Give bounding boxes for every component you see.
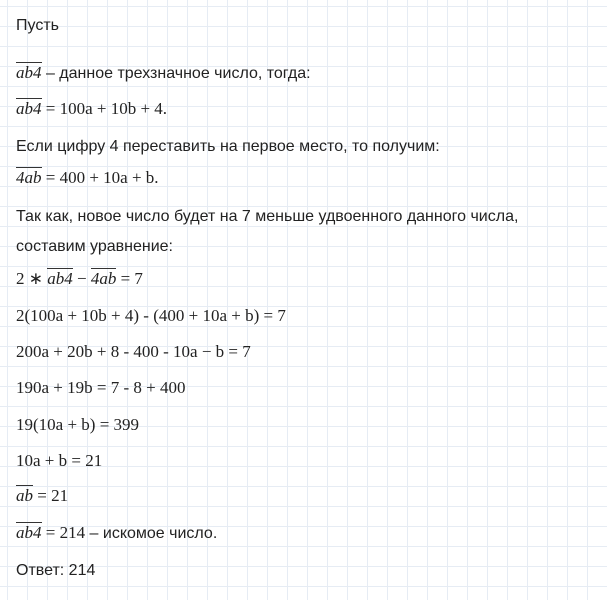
intro-line xyxy=(16,15,59,37)
equation-intro-text: составим уравнение: xyxy=(16,238,173,255)
step-5-formula: 10a + b = 21 xyxy=(16,451,103,470)
overlined-number: ab4 xyxy=(16,99,42,118)
result-formula: = 214 xyxy=(41,523,86,542)
new-number-formula: = 400 + 10a + b. xyxy=(41,168,159,187)
step-6-line xyxy=(16,485,68,508)
minus-sign: − xyxy=(72,269,91,288)
step-5-line xyxy=(16,450,102,473)
definition-text: – данное трехзначное число, тогда: xyxy=(41,65,311,82)
result-line xyxy=(16,522,217,545)
step-2-formula: 200a + 20b + 8 - 400 - 10a − b = 7 xyxy=(16,342,251,361)
result-text: – искомое число. xyxy=(85,525,218,542)
overlined-number: ab xyxy=(16,486,33,505)
step-1-formula: 2(100a + 10b + 4) - (400 + 10a + b) = 7 xyxy=(16,306,286,325)
overlined-number: ab4 xyxy=(16,63,42,82)
step-4-line xyxy=(16,414,139,437)
overlined-number: ab4 xyxy=(47,269,73,288)
step-1-line xyxy=(16,305,286,328)
answer-text: Ответ: 214 xyxy=(16,562,96,579)
condition-line xyxy=(16,206,518,228)
answer-line xyxy=(16,560,95,582)
equation-prefix: 2 ∗ xyxy=(16,269,48,288)
step-3-line xyxy=(16,377,185,400)
step-2-line xyxy=(16,341,251,364)
new-number-line xyxy=(16,167,159,190)
equation-line xyxy=(16,268,143,291)
step-3-formula: 190a + 19b = 7 - 8 + 400 xyxy=(16,378,186,397)
expansion-formula: = 100a + 10b + 4. xyxy=(41,99,168,118)
expansion-line xyxy=(16,98,167,121)
permutation-text: Если цифру 4 переставить на первое место, то получим: xyxy=(16,138,440,155)
overlined-number: 4ab xyxy=(90,269,117,288)
step-6-formula: = 21 xyxy=(33,486,69,505)
intro-text: Пусть xyxy=(16,17,59,34)
equation-intro-line xyxy=(16,236,173,258)
condition-text: Так как, новое число будет на 7 меньше удвоенного данного числа, xyxy=(16,208,519,225)
equation-rhs: = 7 xyxy=(116,269,143,288)
permutation-line xyxy=(16,136,440,158)
overlined-number: 4ab xyxy=(16,168,42,187)
definition-line xyxy=(16,62,311,85)
step-4-formula: 19(10a + b) = 399 xyxy=(16,415,140,434)
overlined-number: ab4 xyxy=(16,523,42,542)
